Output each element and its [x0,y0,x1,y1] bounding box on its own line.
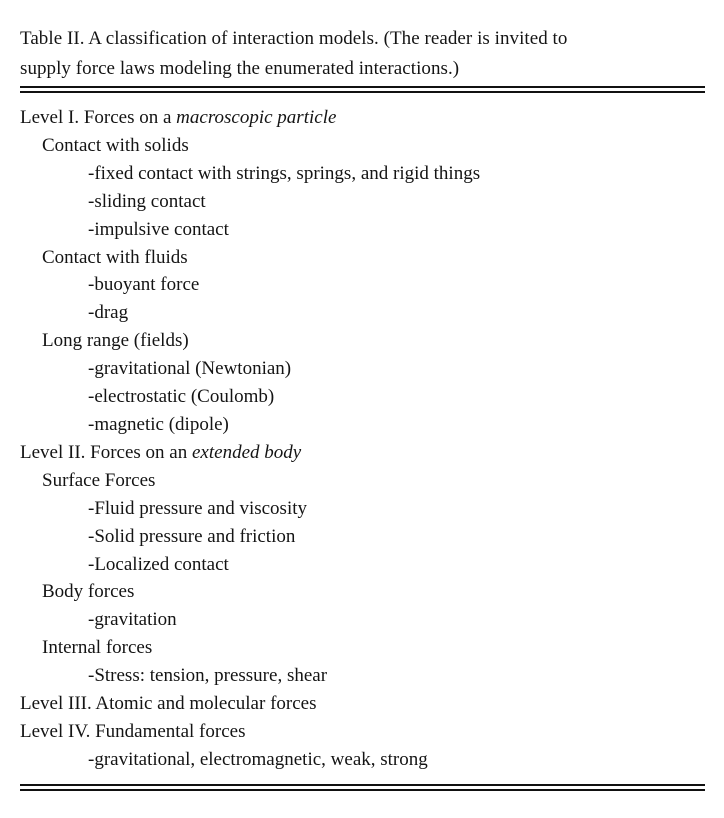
category-item [20,578,710,606]
subitem [20,160,710,188]
category-item [20,132,710,160]
entry-text: Level IV. Fundamental forces [20,720,246,742]
subitem [20,662,710,690]
subitem [20,383,710,411]
subitem [20,188,710,216]
entry-text: Surface Forces [42,469,156,491]
subitem [20,355,710,383]
entry-text: -Localized contact [88,553,229,575]
category-item [20,327,710,355]
subitem [20,551,710,579]
subitem [20,299,710,327]
entry-italic-text: extended body [192,441,302,463]
level-heading [20,718,710,746]
entry-text: Body forces [42,581,135,603]
entry-text: Level I. Forces on a [20,107,177,128]
entry-text: -Fluid pressure and viscosity [88,497,308,519]
level-heading [20,104,710,132]
entry-text: -drag [88,302,129,324]
subitem [20,523,710,551]
subitem [20,746,710,774]
subitem [20,271,710,299]
top-double-rule [20,86,705,93]
entry-text: Internal forces [42,637,153,659]
entry-text: -fixed contact with strings, springs, and rigid things [88,162,481,184]
subitem [20,216,710,244]
entry-text: -gravitation [88,609,177,631]
entry-text: -Stress: tension, pressure, shear [88,665,328,687]
subitem [20,411,710,439]
entry-text: Level III. Atomic and molecular forces [20,693,317,715]
caption-line: supply force laws modeling the enumerated interactions.) [20,58,460,79]
category-item [20,244,710,272]
subitem [20,606,710,634]
entry-text: -magnetic (dipole) [88,413,229,435]
category-item [20,467,710,495]
level-heading [20,439,710,467]
level-heading [20,690,710,718]
entry-text: -gravitational, electromagnetic, weak, strong [88,748,428,770]
category-item [20,634,710,662]
entry-text: -buoyant force [88,274,200,296]
entry-text: -impulsive contact [88,218,229,240]
entry-text: Long range (fields) [42,330,189,352]
subitem [20,495,710,523]
caption-line: Table II. A classification of interaction models. (The reader is invited to [20,28,568,49]
table-caption [20,24,710,84]
entry-text: -electrostatic (Coulomb) [88,386,275,408]
entry-text: -gravitational (Newtonian) [88,358,292,380]
bottom-double-rule [20,784,705,791]
entry-text: Contact with fluids [42,246,188,268]
entry-text: -Solid pressure and friction [88,525,296,547]
entry-text: Contact with solids [42,134,189,156]
classification-list [20,104,710,774]
entry-italic-text: macroscopic particle [176,107,337,128]
entry-text: Level II. Forces on an [20,441,192,463]
entry-text: -sliding contact [88,190,206,212]
